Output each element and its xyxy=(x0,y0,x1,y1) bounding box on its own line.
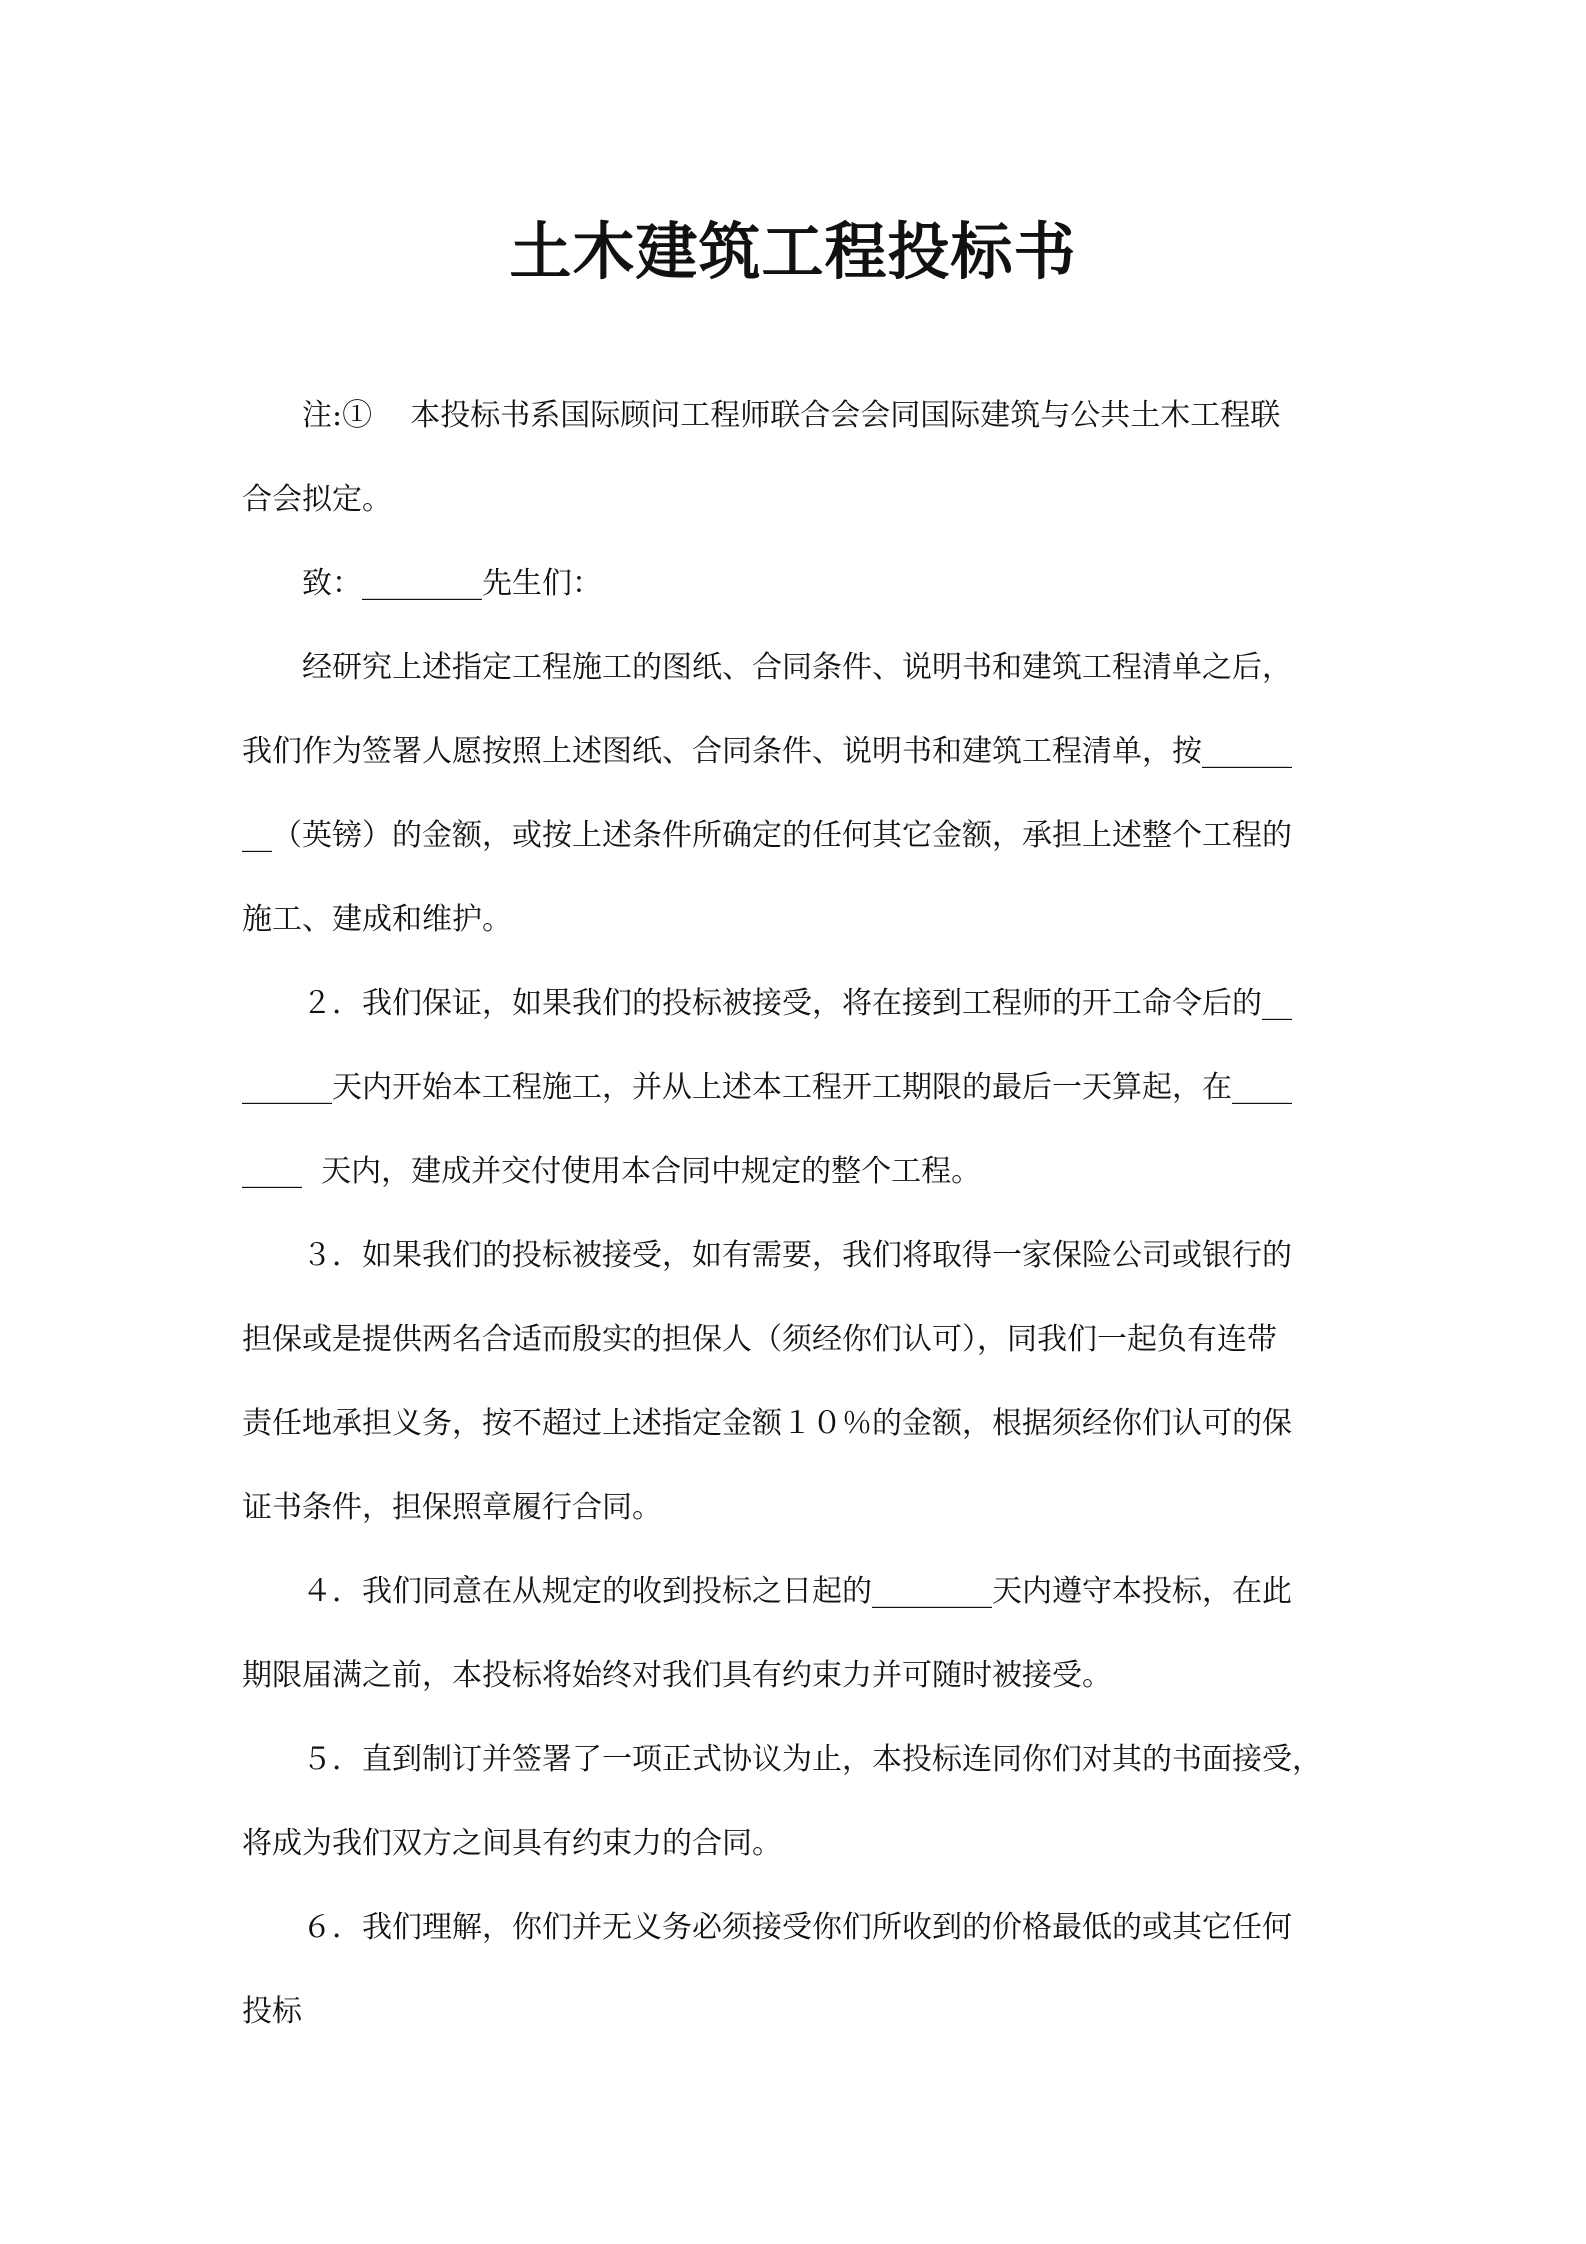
paragraph-line: 期限届满之前，本投标将始终对我们具有约束力并可随时被接受。 xyxy=(242,1658,1112,1693)
paragraph-line: ４．我们同意在从规定的收到投标之日起的________天内遵守本投标，在此 xyxy=(302,1574,1292,1609)
paragraph-line: ３．如果我们的投标被接受，如有需要，我们将取得一家保险公司或银行的 xyxy=(302,1238,1292,1273)
paragraph-line: 经研究上述指定工程施工的图纸、合同条件、说明书和建筑工程清单之后， xyxy=(302,650,1292,685)
paragraph-line: 责任地承担义务，按不超过上述指定金额１０％的金额，根据须经你们认可的保 xyxy=(242,1406,1292,1441)
document-title: 土木建筑工程投标书 xyxy=(509,215,1077,288)
paragraph-line: 合会拟定。 xyxy=(242,482,392,517)
paragraph-line: 注:① 本投标书系国际顾问工程师联合会会同国际建筑与公共土木工程联 xyxy=(302,398,1281,433)
paragraph-line: 我们作为签署人愿按照上述图纸、合同条件、说明书和建筑工程清单，按______ xyxy=(242,734,1292,769)
paragraph-line: 证书条件，担保照章履行合同。 xyxy=(242,1490,662,1525)
paragraph-line: 担保或是提供两名合适而殷实的担保人（须经你们认可），同我们一起负有连带 xyxy=(242,1322,1277,1357)
paragraph-line: ５．直到制订并签署了一项正式协议为止，本投标连同你们对其的书面接受， xyxy=(302,1742,1322,1777)
paragraph-line: ６．我们理解，你们并无义务必须接受你们所收到的价格最低的或其它任何 xyxy=(302,1910,1292,1945)
paragraph-line: ______天内开始本工程施工，并从上述本工程开工期限的最后一天算起，在____ xyxy=(242,1070,1292,1105)
paragraph-line: __（英镑）的金额，或按上述条件所确定的任何其它金额，承担上述整个工程的 xyxy=(242,818,1292,853)
paragraph-line: 投标 xyxy=(242,1994,302,2029)
paragraph-line: ____ 天内，建成并交付使用本合同中规定的整个工程。 xyxy=(242,1154,982,1189)
paragraph-line: 致：________先生们： xyxy=(302,566,602,601)
paragraph-line: 施工、建成和维护。 xyxy=(242,902,512,937)
paragraph-line: 将成为我们双方之间具有约束力的合同。 xyxy=(242,1826,782,1861)
paragraph-line: ２．我们保证，如果我们的投标被接受，将在接到工程师的开工命令后的__ xyxy=(302,986,1292,1021)
